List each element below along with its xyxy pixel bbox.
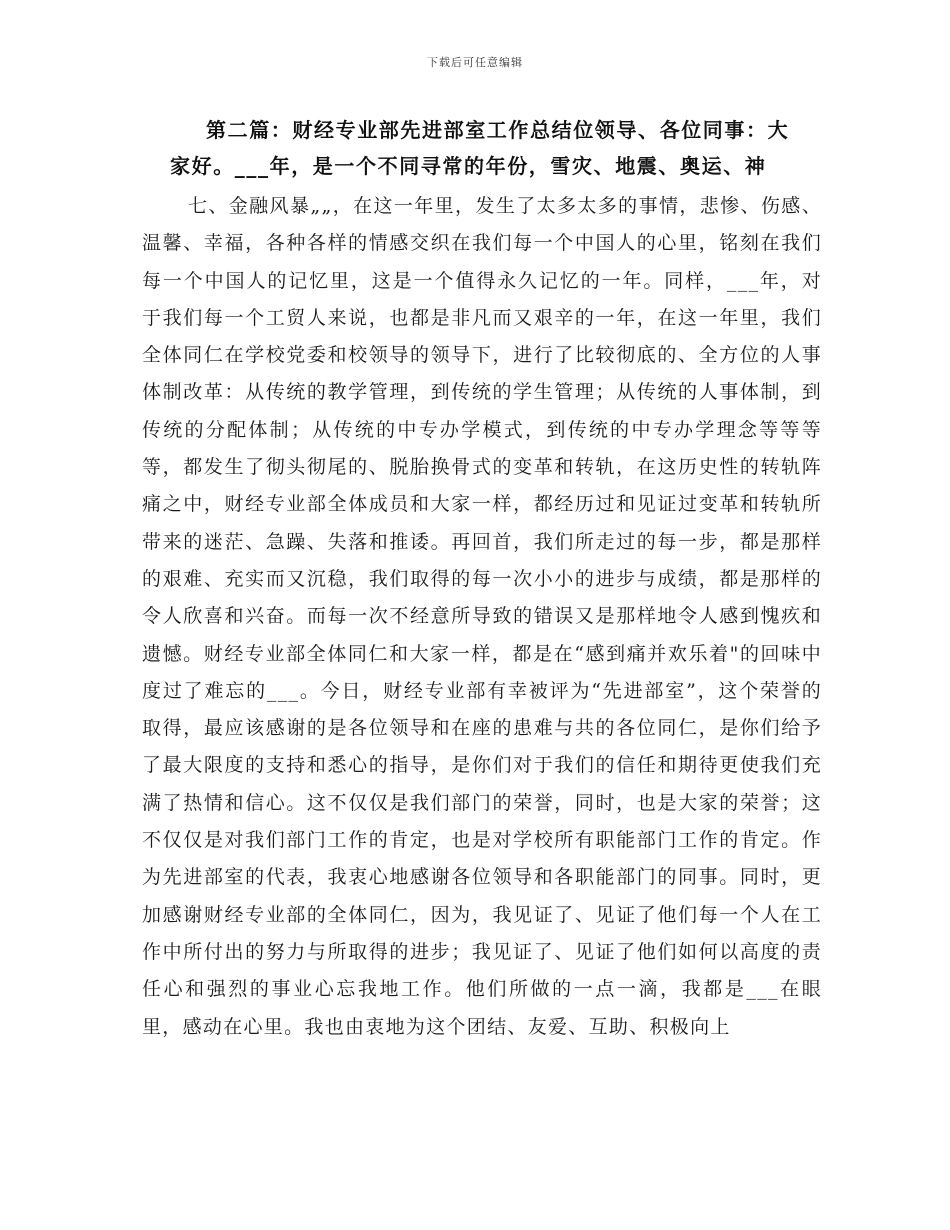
page-header-note: 下载后可任意编辑 [427, 56, 523, 69]
document-title: 第二篇：财经专业部先进部室工作总结位领导、各位同事：大家好。___年，是一个不同寻常的年份，雪灾、地震、奥运、神 [170, 118, 790, 178]
document-body-paragraph: 七、金融风暴„„，在这一年里，发生了太多太多的事情，悲惨、伤感、温馨、幸福，各种各样的情感交织在我们每一个中国人的心里，铭刻在我们每一个中国人的记忆里，这是一个值得永久记忆的一年。同样，___年，对于我们每一个工贸人来说，也都是非凡而又艰辛的一年，在这一年里，我们全体同仁在学校党委和校领导的领导下，进行了比较彻底的、全方位的人事体制改革：从传统的教学管理，到传统的学生管理；从传统的人事体制，到传统的分配体制；从传统的中专办学模式，到传统的中专办学理念等等等等，都发生了彻头彻尾的、脱胎换骨式的变革和转轨，在这历史性的转轨阵痛之中，财经专业部全体成员和大家一样，都经历过和见证过变革和转轨所带来的迷茫、急躁、失落和推诿。再回首，我们所走过的每一步，都是那样的艰难、充实而又沉稳，我们取得的每一次小小的进步与成绩，都是那样的令人欣喜和兴奋。而每一次不经意所导致的错误又是那样地令人感到愧疚和遗憾。财经专业部全体同仁和大家一样，都是在“感到痛并欢乐着"的回味中度过了难忘的___。今日，财经专业部有幸被评为“先进部室”，这个荣誉的取得，最应该感谢的是各位领导和在座的患难与共的各位同仁，是你们给予了最大限度的支持和悉心的指导，是你们对于我们的信任和期待更使我们充满了热情和信心。这不仅仅是我们部门的荣誉，同时，也是大家的荣誉；这不仅仅是对我们部门工作的肯定，也是对学校所有职能部门工作的肯定。作为先进部室的代表，我衷心地感谢各位领导和各职能部门的同事。同时，更加感谢财经专业部的全体同仁，因为，我见证了、见证了他们每一个人在工作中所付出的努力与所取得的进步；我见证了、见证了他们如何以高度的责任心和强烈的事业心忘我地工作。他们所做的一点一滴，我都是___在眼里，感动在心里。我也由衷地为这个团结、友爱、互助、积极向上 [142, 195, 822, 1038]
